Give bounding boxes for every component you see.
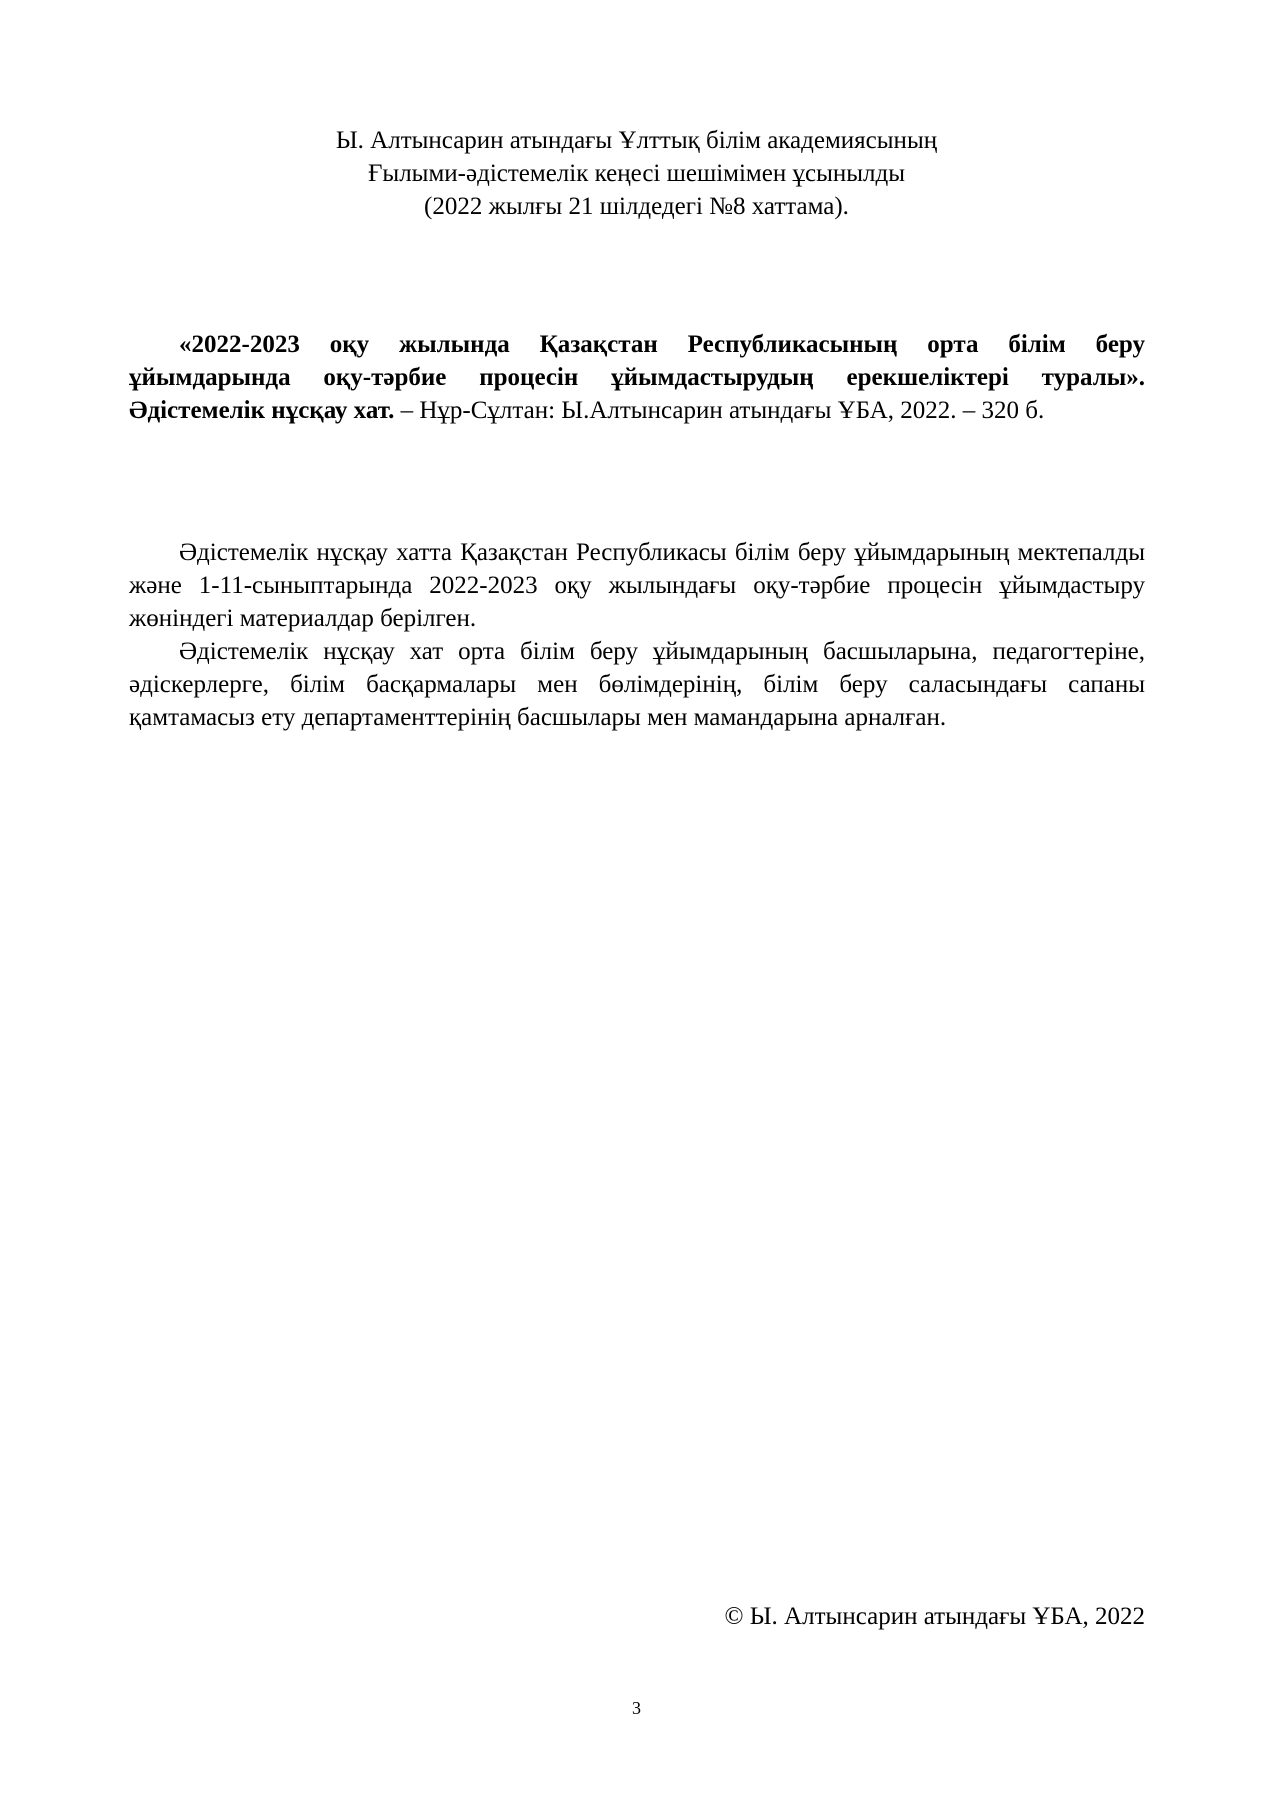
approval-note [0, 124, 1273, 223]
bibliographic-title: «2022-2023 оқу жылында Қазақстан Республикасының орта білім беру ұйымдарында оқу-тәрбие процесін ұйымдастырудың ерекшеліктері туралы». Әдістемелік нұсқау хат. [129, 331, 1145, 424]
approval-line: Ы. Алтынсарин атындағы Ұлттық білім академиясының [335, 127, 938, 154]
copyright-notice: © Ы. Алтынсарин атындағы ҰБА, 2022 [724, 1603, 1145, 1630]
bibliographic-publisher: – Нұр-Сұлтан: Ы.Алтынсарин атындағы ҰБА, 2022. – 320 б. [394, 397, 1045, 424]
approval-line: Ғылыми-әдістемелік кеңесі шешімімен ұсынылды [367, 160, 906, 187]
approval-line: (2022 жылғы 21 шілдедегі №8 хаттама). [424, 193, 849, 220]
annotation-paragraph: Әдістемелік нұсқау хатта Қазақстан Республикасы білім беру ұйымдарының мектепалды және 1-11-сыныптарында 2022-2023 оқу жылындағы оқу-тәрбие процесін ұйымдастыру жөніндегі материалдар берілген. [129, 539, 1145, 632]
annotation [129, 536, 1145, 734]
bibliographic-description [129, 328, 1145, 427]
page-number: 3 [632, 1698, 641, 1718]
annotation-paragraph: Әдістемелік нұсқау хат орта білім беру ұйымдарының басшыларына, педагогтеріне, әдіскерлерге, білім басқармалары мен бөлімдерінің, білім беру саласындағы сапаны қамтамасыз ету департаменттерінің басшылары мен мамандарына арналған. [129, 638, 1145, 731]
